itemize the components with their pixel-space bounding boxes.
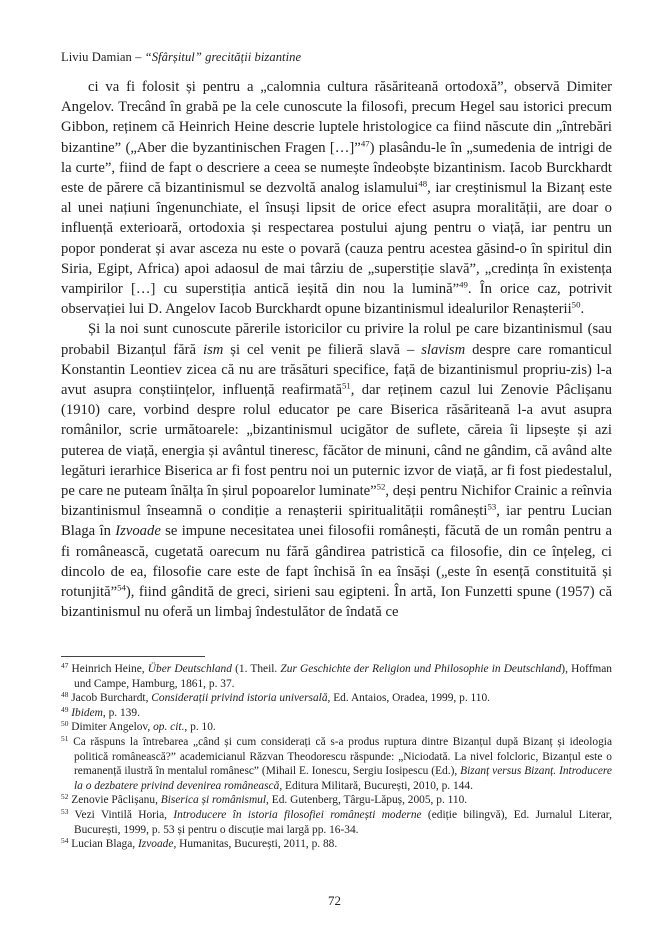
text-run: , p. 139. — [102, 706, 140, 719]
footnote-ref: 54 — [117, 582, 126, 593]
text-run: Jacob Burchardt, — [68, 692, 152, 705]
text-run: , dar reținem cazul lui Zenovie Pâclișanu (1910) care, vorbind despre rolul educator pe care Biserica răsăriteană l-a avut asupra românilor, scrie următoarele: „bizantinismul ucigător de suflete, căreia îi lipsește și azi puterea de viață, energia și avântul tineresc, făcător de minuni, când ne gândim, că având alte legături ierarhice Biserica ar fi fost pentru noi un puternic izvor de viață, ar fi fost piedestalul, pe care ne puteam înălța în șirul popoarelor luminate” — [61, 382, 613, 500]
italic-run: Zur Geschichte der Religion und Philosophie in Deutschland — [280, 663, 562, 675]
footnote-54 — [61, 837, 612, 852]
italic-run: Considerații privind istoria universală — [151, 692, 328, 705]
text-run: , Ed. Gutenberg, Târgu-Lăpuș, 2005, p. 110. — [266, 794, 468, 807]
footnote-51 — [61, 735, 612, 793]
text-run: ), Hoffman und Campe, Hamburg, 1861, p. 37. — [74, 663, 613, 690]
footnote-48 — [61, 691, 612, 706]
footnote-50 — [61, 720, 612, 735]
text-run: ) plasându-le în „sumedenia de intrigi de la curte”, fiind de fapt o descriere a ceea se numește îndeobște bizantinism. Iacob Burckhardt este de părere că bizantinismul se dezvoltă analog islamului — [61, 139, 612, 197]
footnote-ref: 48 — [418, 178, 428, 189]
footnote-number: 49 — [61, 704, 69, 714]
text-run: ci va fi folosit și pentru a „calomnia cultura răsăriteană ortodoxă”, observă Dimiter Angelov. Trecând în grabă pe la cele cunoscute la filosofi, precum Hegel sau istorici precum Gibbon, reținem că Heinrich Heine descrie luptele hristologice ca fiind născute din „întrebări bizantine” („Aber die byzantinischen Fragen […]” — [61, 79, 612, 156]
text-run: (ediție bilingvă), Ed. Jurnalul Literar, București, 1999, p. 53 și pentru o discuție mai largă pp. 16-34. — [74, 808, 612, 836]
text-run: , p. 10. — [184, 721, 216, 734]
text-run: , Ed. Antaios, Oradea, 1999, p. 110. — [327, 692, 491, 705]
paragraph-1 — [61, 77, 612, 319]
italic-run: Biserica și românismul — [160, 794, 267, 807]
footnote-52 — [61, 793, 612, 808]
footnote-divider — [61, 656, 205, 657]
footnote-ref: 50 — [571, 299, 581, 310]
text-run: Ca răspuns la întrebarea „când și cum considerați că s-a produs ruptura dintre Bizanțul după Bizanț și ideologia politică românească?” academicianul Răzvan Theodorescu răspunde: „Niciodată. La nivel folcloric, Bizanțul este o remanență ilustră în mentalul românesc” (Mihail E. Ionescu, Sergiu Iosipescu (Ed.), — [68, 735, 612, 778]
footnote-number: 48 — [61, 690, 69, 700]
text-run: Și la noi sunt cunoscute părerile istoricilor cu privire la rolul pe care bizantinismul (sau probabil Bizanțul fără — [61, 321, 612, 358]
text-run: ), fiind gândită de greci, sirieni sau egipteni. În artă, Ion Funzetti spune (1957) că bizantinismul nu oferă un limbaj îndestulător de îndată ce — [61, 584, 612, 621]
text-run: (1. Theil. — [231, 663, 281, 675]
footnote-ref: 47 — [360, 138, 370, 149]
footnote-number: 50 — [61, 719, 69, 729]
footnote-number: 52 — [61, 792, 69, 802]
footnote-53 — [61, 808, 612, 837]
footnotes — [61, 662, 612, 852]
text-run: , deși pentru Nichifor Crainic a reînvia bizantinismul înseamnă o condiție a renașterii spiritualității românești — [61, 483, 612, 520]
text-run: , iar pentru Lucian Blaga în — [61, 503, 612, 540]
footnote-ref: 53 — [487, 501, 497, 512]
italic-run: slavism — [421, 341, 466, 358]
footnote-47 — [61, 662, 612, 691]
text-run: despre care romanticul Konstantin Leontiev zicea că nu are trăsături specifice, față de bizantinismul propriu-zis) l-a avut asupra conștiințelor, influență reafirmată — [61, 341, 613, 399]
paragraph-2 — [61, 319, 612, 622]
text-run: Lucian Blaga, — [68, 838, 138, 851]
text-run: . — [580, 301, 585, 318]
italic-run: Introducere în istoria filosofiei românești moderne — [173, 808, 422, 821]
running-head-author: Liviu Damian – — [61, 50, 145, 64]
text-run: , iar creștinismul la Bizanț este al unei națiuni îngenunchiate, el însuși lipsit de orice efect asupra moralității, are doar o influență exterioară, ortodoxia și respectarea postului ajung pentru o viață, iar pentru un popor ponderat și avar asceza nu este o povară (cauza pentru acestea găsind-o în spiritul din Siria, Egipt, Africa) apoi adaosul de mai târziu de „superstiție slavă”, „credința în existența vampirilor […] cu superstiția antică ieșită din nou la lumină” — [61, 180, 613, 298]
italic-run: ism — [203, 341, 224, 358]
italic-run: Über Deutschland — [147, 663, 232, 675]
text-run: Heinrich Heine, — [68, 663, 148, 675]
text-run: Zenovie Pâclișanu, — [68, 794, 161, 807]
text-run: Vezi Vintilă Horia, — [68, 808, 174, 821]
footnote-ref: 52 — [376, 481, 386, 492]
italic-run: Ibidem — [68, 706, 103, 719]
text-run: se impune necesitatea unei filosofii românești, făcută de un român pentru a fi românească, cugetată oarecum nu fără gândirea patristică ca filosofie, din ce înțeleg, ci dincolo de ea, filosofie care este de fapt închisă în ea însăși („este în esență constituită și rotunjită” — [61, 523, 612, 601]
text-run: Dimiter Angelov, — [68, 721, 154, 734]
footnote-ref: 49 — [459, 279, 468, 290]
footnote-49 — [61, 706, 612, 721]
italic-run: Izvoade — [115, 523, 161, 540]
main-text — [61, 77, 612, 622]
text-run: . În orice caz, potrivit observației lui D. Angelov Iacob Burckhardt opune bizantinismul idealurilor Renașterii — [61, 281, 612, 318]
italic-run: Izvoade — [138, 838, 174, 851]
footnote-number: 51 — [61, 733, 69, 743]
footnote-number: 54 — [61, 836, 69, 846]
text-run: , Editura Militară, București, 2010, p. 144. — [279, 779, 473, 792]
text-run: și cel venit pe filieră slavă – — [223, 341, 422, 358]
italic-run: Bizanț versus Bizanț. Introducere la o dezbatere privind devenirea românească — [74, 765, 612, 792]
footnote-number: 53 — [61, 806, 69, 816]
running-head — [61, 50, 301, 65]
footnote-ref: 51 — [342, 380, 351, 391]
footnote-number: 47 — [61, 660, 69, 670]
text-run: , Humanitas, București, 2011, p. 88. — [173, 838, 338, 851]
page-number: 72 — [328, 893, 341, 908]
running-head-title: “Sfârșitul” grecității bizantine — [144, 50, 302, 64]
italic-run: op. cit. — [153, 721, 185, 734]
